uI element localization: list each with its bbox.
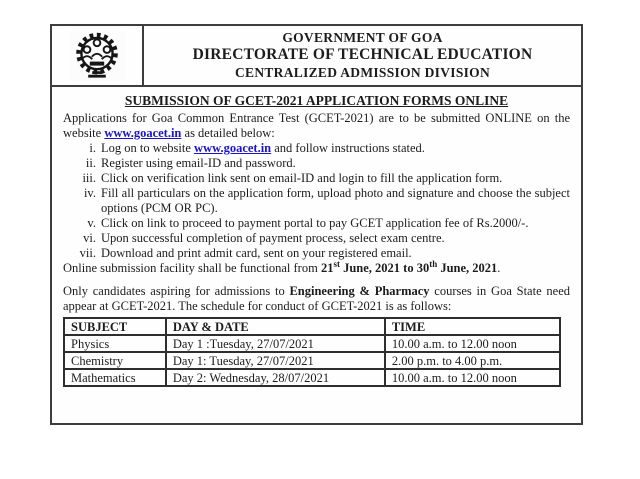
step-text-after: and follow instructions stated. (271, 141, 425, 155)
goacet-website-link[interactable]: www.goacet.in (194, 141, 272, 155)
list-item-number: vii. (79, 246, 96, 260)
list-item (73, 231, 570, 246)
eligibility-before: Only candidates aspiring for admissions to (63, 284, 290, 298)
division-title: CENTRALIZED ADMISSION DIVISION (234, 65, 491, 81)
list-item (73, 246, 570, 261)
list-item (73, 156, 570, 171)
courses-bold: Engineering & Pharmacy (289, 284, 430, 298)
intro-text-after: as detailed below: (181, 126, 275, 140)
list-item (73, 141, 570, 156)
table-row (64, 335, 560, 352)
intro-paragraph (63, 111, 570, 141)
eligibility-after: courses in Goa State need appear at GCET-2021. The schedule for conduct of GCET-2021 is as follows: (63, 284, 570, 313)
list-item-text: Download and print admit card, sent on your registered email. (101, 246, 412, 260)
start-day: 21 (320, 261, 334, 275)
subject-cell: Chemistry (64, 352, 166, 369)
column-header-day-date: DAY & DATE (166, 318, 385, 335)
time-cell: 10.00 a.m. to 12.00 noon (385, 369, 560, 386)
dte-goa-emblem-icon (69, 31, 125, 81)
window-mid: June, 2021 to (339, 261, 417, 275)
end-day-ordinal: th (429, 258, 438, 269)
time-cell: 10.00 a.m. to 12.00 noon (385, 335, 560, 352)
logo-cell (52, 26, 144, 85)
list-item (73, 216, 570, 231)
list-item (73, 171, 570, 186)
list-item-text: Click on link to proceed to payment portal to pay GCET application fee of Rs.2000/-. (101, 216, 529, 230)
window-prefix: Online submission facility shall be functional from (63, 261, 321, 275)
eligibility-paragraph (63, 284, 570, 314)
list-item-text: Fill all particulars on the application form, upload photo and signature and choose the subject options (PCM OR PC). (101, 186, 570, 215)
window-dates (320, 258, 498, 275)
table-row (64, 352, 560, 369)
subject-cell: Physics (64, 335, 166, 352)
window-suffix: . (497, 261, 501, 275)
header-titles (144, 26, 581, 85)
day-date-cell: Day 1 :Tuesday, 27/07/2021 (166, 335, 385, 352)
end-day: 30 (416, 261, 430, 275)
subject-cell: Mathematics (64, 369, 166, 386)
list-item-number: ii. (85, 156, 96, 170)
list-item-number: vi. (83, 231, 96, 245)
table-header-row (64, 318, 560, 335)
goacet-website-link[interactable]: www.goacet.in (104, 126, 182, 140)
document-header (52, 26, 581, 87)
column-header-subject: SUBJECT (64, 318, 166, 335)
instruction-list (73, 141, 570, 261)
day-date-cell: Day 1: Tuesday, 27/07/2021 (166, 352, 385, 369)
start-day-ordinal: st (333, 258, 340, 269)
directorate-title: DIRECTORATE OF TECHNICAL EDUCATION (192, 46, 533, 64)
list-item-number: v. (87, 216, 96, 230)
submission-window-paragraph (63, 258, 570, 276)
window-end: June, 2021 (437, 261, 498, 275)
notice-document (50, 24, 583, 425)
list-item-text: Upon successful completion of payment process, select exam centre. (101, 231, 445, 245)
day-date-cell: Day 2: Wednesday, 28/07/2021 (166, 369, 385, 386)
list-item-number: iii. (82, 171, 96, 185)
table-row (64, 369, 560, 386)
time-cell: 2.00 p.m. to 4.00 p.m. (385, 352, 560, 369)
government-title: GOVERNMENT OF GOA (282, 30, 443, 45)
list-item-number: iv. (83, 186, 96, 200)
list-item-text (101, 141, 570, 156)
notice-title: SUBMISSION OF GCET-2021 APPLICATION FORMS ONLINE (124, 93, 509, 108)
list-item-text: Click on verification link sent on email-ID and login to fill the application form. (101, 171, 503, 185)
list-item (73, 186, 570, 216)
column-header-time: TIME (385, 318, 560, 335)
exam-schedule-table (63, 317, 561, 387)
intro-text-before: Applications for Goa Common Entrance Test (GCET-2021) are to be submitted ONLINE on the website (63, 111, 570, 140)
list-item-text: Register using email-ID and password. (101, 156, 296, 170)
notice-body (52, 87, 581, 387)
step-text-before: Log on to website (101, 141, 195, 155)
list-item-number: i. (89, 141, 96, 155)
